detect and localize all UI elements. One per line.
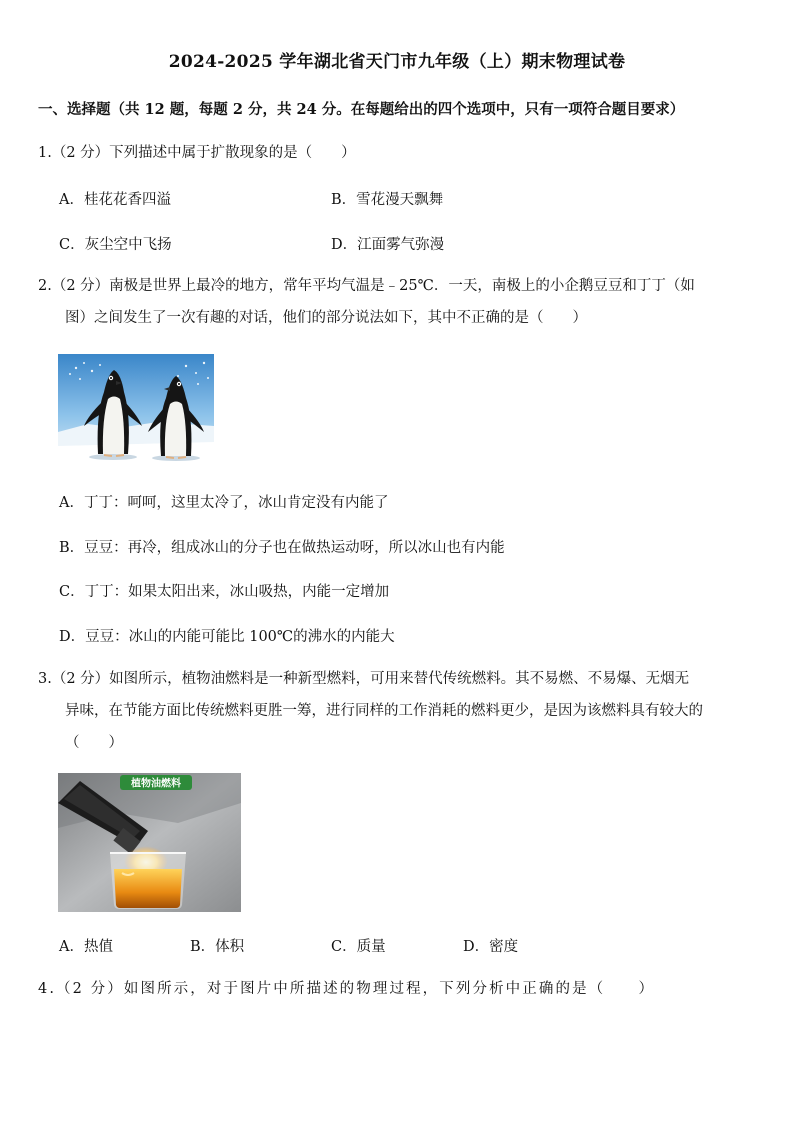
penguins-image [58,354,214,464]
q2-option-b: B．豆豆：再冷，组成冰山的分子也在做热运动呀，所以冰山也有内能 [59,540,505,556]
question-1-stem: 1.（2 分）下列描述中属于扩散现象的是（ ） [38,145,356,161]
q3-option-c: C．质量 [331,939,386,955]
q2-option-c: C．丁丁：如果太阳出来，冰山吸热，内能一定增加 [59,584,390,600]
vegetable-oil-fuel-image [58,773,241,912]
question-2-stem [38,270,760,334]
exam-title: 2024-2025 学年湖北省天门市九年级（上）期末物理试卷 [168,52,626,72]
vegetable-oil-label: 植物油燃料 [131,778,181,790]
question-4-stem: 4.（2 分）如图所示，对于图片中所描述的物理过程，下列分析中正确的是（ ） [38,981,656,997]
q1-option-a: A．桂花花香四溢 [59,192,171,208]
q2-option-d: D．豆豆：冰山的内能可能比 100℃的沸水的内能大 [59,629,395,645]
q3-option-a: A．热值 [59,939,113,955]
section-heading: 一、选择题（共 12 题，每题 2 分，共 24 分。在每题给出的四个选项中，只有一项符合题目要求） [38,101,685,118]
question-3-line-1: 3.（2 分）如图所示，植物油燃料是一种新型燃料，可用来替代传统燃料。其不易燃、不易爆、无烟无 [38,671,690,687]
question-2-line-1: 2.（2 分）南极是世界上最冷的地方，常年平均气温是﹣25℃．一天，南极上的小企鹅豆豆和丁丁（如 [38,278,695,294]
q1-option-d: D．江面雾气弥漫 [331,237,445,253]
q2-option-a: A．丁丁：呵呵，这里太冷了，冰山肯定没有内能了 [59,495,389,511]
q1-option-b: B．雪花漫天飘舞 [331,192,444,208]
q3-option-b: B．体积 [190,939,245,955]
question-3-line-2: 异味，在节能方面比传统燃料更胜一筹，进行同样的工作消耗的燃料更少，是因为该燃料具有较大的 [65,703,703,719]
q3-option-d: D．密度 [463,939,519,955]
question-2-line-2: 图）之间发生了一次有趣的对话，他们的部分说法如下，其中不正确的是（ ） [65,310,587,326]
question-3-stem [38,663,760,759]
question-3-line-3: （ ） [65,735,123,751]
q1-option-c: C．灰尘空中飞扬 [59,237,172,253]
